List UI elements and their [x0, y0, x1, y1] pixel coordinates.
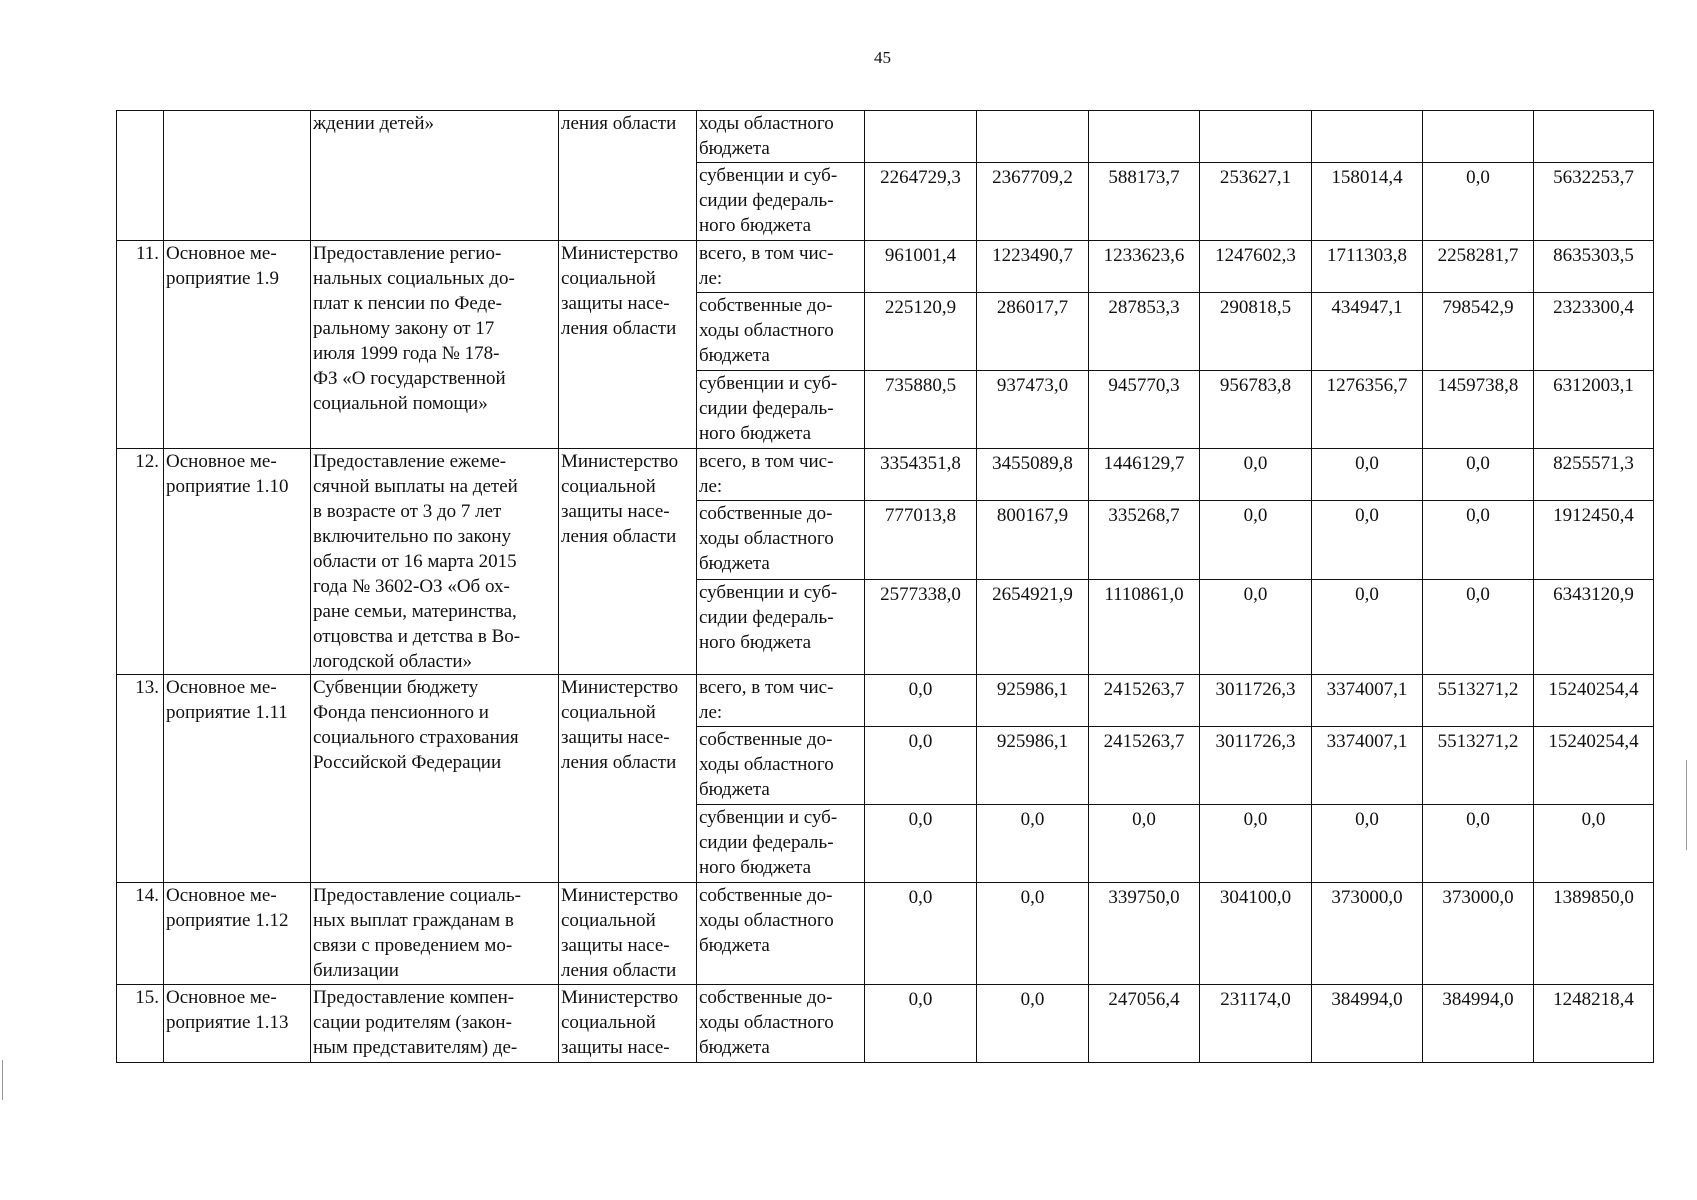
value-cell: 1276356,7 — [1312, 371, 1423, 449]
total-value-cell: 15240254,4 — [1534, 727, 1654, 805]
value-cell: 335268,7 — [1089, 501, 1200, 580]
value-cell: 1247602,3 — [1200, 241, 1312, 293]
total-value-cell — [1534, 111, 1654, 163]
total-value-cell: 2323300,4 — [1534, 293, 1654, 371]
value-cell: 5513271,2 — [1423, 727, 1534, 805]
value-cell: 3354351,8 — [865, 449, 977, 501]
event-name: Основное ме- роприятие 1.13 — [164, 985, 311, 1063]
value-cell: 0,0 — [977, 805, 1089, 883]
table-row — [117, 241, 1654, 293]
value-cell: 2264729,3 — [865, 163, 977, 241]
value-cell — [1200, 111, 1312, 163]
value-cell: 304100,0 — [1200, 883, 1312, 985]
page-number: 45 — [874, 48, 891, 67]
value-cell: 0,0 — [865, 985, 977, 1063]
value-cell: 3011726,3 — [1200, 727, 1312, 805]
funding-source: субвенции и суб- сидии федераль- ного бюджета — [697, 580, 865, 675]
funding-source: собственные до- ходы областного бюджета — [697, 501, 865, 580]
budget-table — [116, 110, 1654, 1063]
value-cell: 0,0 — [1423, 805, 1534, 883]
value-cell: 286017,7 — [977, 293, 1089, 371]
executor: Министерство социальной защиты насе- ления области — [559, 675, 697, 883]
row-index: 12. — [117, 449, 164, 675]
value-cell: 798542,9 — [1423, 293, 1534, 371]
value-cell: 0,0 — [865, 883, 977, 985]
row-index: 15. — [117, 985, 164, 1063]
value-cell: 0,0 — [1200, 449, 1312, 501]
value-cell: 0,0 — [1423, 501, 1534, 580]
row-index: 11. — [117, 241, 164, 449]
value-cell: 253627,1 — [1200, 163, 1312, 241]
value-cell: 225120,9 — [865, 293, 977, 371]
value-cell: 588173,7 — [1089, 163, 1200, 241]
event-description: Предоставление ежеме- сячной выплаты на детей в возрасте от 3 до 7 лет включительно по закону области от 16 марта 2015 года № 3602-ОЗ «Об ох- ране семьи, материнства, отцовства и детства в Во- логодской области» — [311, 449, 559, 675]
value-cell: 2415263,7 — [1089, 727, 1200, 805]
event-description: Предоставление регио- нальных социальных до- плат к пенсии по Феде- ральному закону от 17 июля 1999 года № 178- ФЗ «О государственной социальной помощи» — [311, 241, 559, 449]
funding-source: ходы областного бюджета — [697, 111, 865, 163]
value-cell: 925986,1 — [977, 727, 1089, 805]
scan-edge-mark — [2, 1060, 3, 1100]
scan-edge-mark — [1686, 760, 1687, 850]
value-cell: 800167,9 — [977, 501, 1089, 580]
value-cell: 945770,3 — [1089, 371, 1200, 449]
value-cell: 1223490,7 — [977, 241, 1089, 293]
event-name: Основное ме- роприятие 1.9 — [164, 241, 311, 449]
executor: Министерство социальной защиты насе- ления области — [559, 449, 697, 675]
funding-source: собственные до- ходы областного бюджета — [697, 985, 865, 1063]
total-value-cell: 1248218,4 — [1534, 985, 1654, 1063]
total-value-cell: 8635303,5 — [1534, 241, 1654, 293]
value-cell: 1110861,0 — [1089, 580, 1200, 675]
table-row — [117, 111, 1654, 163]
table-row — [117, 675, 1654, 727]
funding-source: собственные до- ходы областного бюджета — [697, 883, 865, 985]
value-cell: 0,0 — [1312, 449, 1423, 501]
value-cell — [1312, 111, 1423, 163]
total-value-cell: 15240254,4 — [1534, 675, 1654, 727]
table-row — [117, 883, 1654, 985]
value-cell: 3374007,1 — [1312, 675, 1423, 727]
funding-source: субвенции и суб- сидии федераль- ного бюджета — [697, 805, 865, 883]
funding-source: собственные до- ходы областного бюджета — [697, 727, 865, 805]
value-cell: 247056,4 — [1089, 985, 1200, 1063]
row-index: 13. — [117, 675, 164, 883]
value-cell: 735880,5 — [865, 371, 977, 449]
value-cell: 0,0 — [1312, 580, 1423, 675]
value-cell: 777013,8 — [865, 501, 977, 580]
event-name: Основное ме- роприятие 1.10 — [164, 449, 311, 675]
value-cell: 0,0 — [1089, 805, 1200, 883]
value-cell — [1423, 111, 1534, 163]
row-index: 14. — [117, 883, 164, 985]
value-cell: 1711303,8 — [1312, 241, 1423, 293]
value-cell: 3374007,1 — [1312, 727, 1423, 805]
value-cell: 0,0 — [1423, 449, 1534, 501]
value-cell: 0,0 — [1423, 163, 1534, 241]
value-cell: 0,0 — [865, 727, 977, 805]
total-value-cell: 1912450,4 — [1534, 501, 1654, 580]
executor: ления области — [559, 111, 697, 241]
executor: Министерство социальной защиты насе- — [559, 985, 697, 1063]
value-cell: 0,0 — [977, 985, 1089, 1063]
funding-source: всего, в том чис- ле: — [697, 675, 865, 727]
value-cell: 2367709,2 — [977, 163, 1089, 241]
value-cell: 339750,0 — [1089, 883, 1200, 985]
value-cell: 0,0 — [1312, 501, 1423, 580]
value-cell: 0,0 — [1200, 805, 1312, 883]
value-cell: 0,0 — [977, 883, 1089, 985]
table-row — [117, 449, 1654, 501]
value-cell: 925986,1 — [977, 675, 1089, 727]
funding-source: собственные до- ходы областного бюджета — [697, 293, 865, 371]
value-cell: 2415263,7 — [1089, 675, 1200, 727]
total-value-cell: 5632253,7 — [1534, 163, 1654, 241]
value-cell: 2577338,0 — [865, 580, 977, 675]
value-cell: 0,0 — [1423, 580, 1534, 675]
value-cell: 434947,1 — [1312, 293, 1423, 371]
value-cell: 3011726,3 — [1200, 675, 1312, 727]
value-cell: 384994,0 — [1312, 985, 1423, 1063]
value-cell: 0,0 — [1312, 805, 1423, 883]
value-cell: 1459738,8 — [1423, 371, 1534, 449]
value-cell: 373000,0 — [1423, 883, 1534, 985]
value-cell: 384994,0 — [1423, 985, 1534, 1063]
event-description: Предоставление социаль- ных выплат гражданам в связи с проведением мо- билизации — [311, 883, 559, 985]
total-value-cell: 6312003,1 — [1534, 371, 1654, 449]
total-value-cell: 1389850,0 — [1534, 883, 1654, 985]
executor: Министерство социальной защиты насе- ления области — [559, 241, 697, 449]
event-name: Основное ме- роприятие 1.11 — [164, 675, 311, 883]
total-value-cell: 6343120,9 — [1534, 580, 1654, 675]
value-cell: 1446129,7 — [1089, 449, 1200, 501]
value-cell: 231174,0 — [1200, 985, 1312, 1063]
event-description: Субвенции бюджету Фонда пенсионного и социального страхования Российской Федерации — [311, 675, 559, 883]
value-cell: 158014,4 — [1312, 163, 1423, 241]
value-cell: 937473,0 — [977, 371, 1089, 449]
value-cell — [1089, 111, 1200, 163]
funding-source: субвенции и суб- сидии федераль- ного бюджета — [697, 163, 865, 241]
value-cell — [865, 111, 977, 163]
event-description: Предоставление компен- сации родителям (закон- ным представителям) де- — [311, 985, 559, 1063]
value-cell: 1233623,6 — [1089, 241, 1200, 293]
total-value-cell: 0,0 — [1534, 805, 1654, 883]
value-cell: 5513271,2 — [1423, 675, 1534, 727]
funding-source: всего, в том чис- ле: — [697, 241, 865, 293]
value-cell: 0,0 — [865, 675, 977, 727]
value-cell: 287853,3 — [1089, 293, 1200, 371]
event-name — [164, 111, 311, 241]
total-value-cell: 8255571,3 — [1534, 449, 1654, 501]
value-cell: 956783,8 — [1200, 371, 1312, 449]
value-cell: 2258281,7 — [1423, 241, 1534, 293]
value-cell: 2654921,9 — [977, 580, 1089, 675]
value-cell: 0,0 — [865, 805, 977, 883]
event-description: ждении детей» — [311, 111, 559, 241]
value-cell: 290818,5 — [1200, 293, 1312, 371]
value-cell — [977, 111, 1089, 163]
value-cell: 0,0 — [1200, 501, 1312, 580]
value-cell: 373000,0 — [1312, 883, 1423, 985]
funding-source: всего, в том чис- ле: — [697, 449, 865, 501]
executor: Министерство социальной защиты насе- ления области — [559, 883, 697, 985]
value-cell: 0,0 — [1200, 580, 1312, 675]
value-cell: 961001,4 — [865, 241, 977, 293]
row-index — [117, 111, 164, 241]
event-name: Основное ме- роприятие 1.12 — [164, 883, 311, 985]
funding-source: субвенции и суб- сидии федераль- ного бюджета — [697, 371, 865, 449]
value-cell: 3455089,8 — [977, 449, 1089, 501]
table-row — [117, 985, 1654, 1063]
